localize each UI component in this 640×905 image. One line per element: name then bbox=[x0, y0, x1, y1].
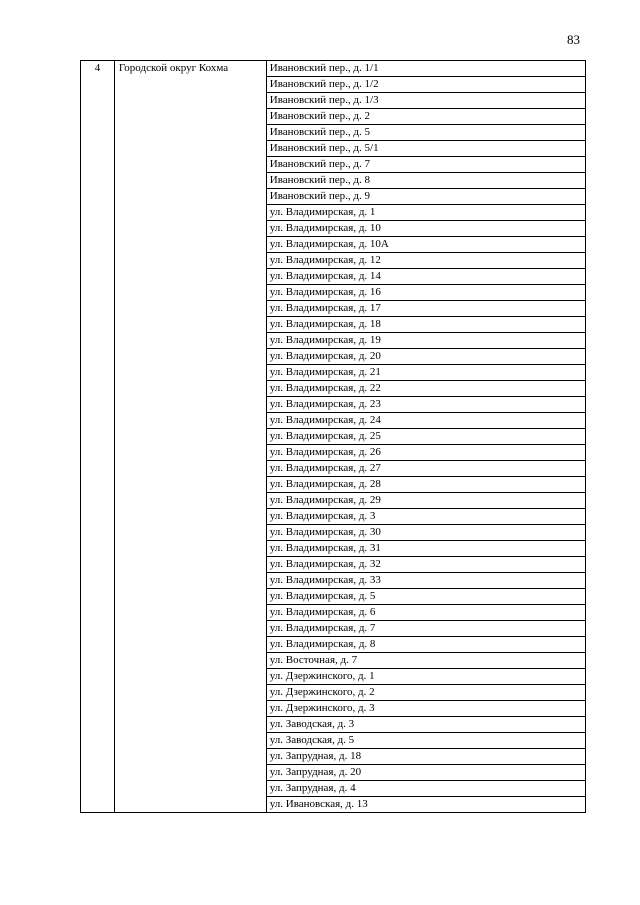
address-cell: ул. Дзержинского, д. 1 bbox=[266, 669, 585, 685]
address-cell: ул. Владимирская, д. 10 bbox=[266, 221, 585, 237]
address-cell: Ивановский пер., д. 2 bbox=[266, 109, 585, 125]
address-cell: ул. Владимирская, д. 25 bbox=[266, 429, 585, 445]
address-cell: ул. Владимирская, д. 29 bbox=[266, 493, 585, 509]
address-cell: ул. Владимирская, д. 32 bbox=[266, 557, 585, 573]
address-cell: ул. Владимирская, д. 23 bbox=[266, 397, 585, 413]
address-cell: Ивановский пер., д. 1/2 bbox=[266, 77, 585, 93]
address-cell: ул. Восточная, д. 7 bbox=[266, 653, 585, 669]
address-cell: ул. Владимирская, д. 27 bbox=[266, 461, 585, 477]
address-table-body bbox=[81, 61, 586, 813]
address-cell: ул. Владимирская, д. 26 bbox=[266, 445, 585, 461]
address-cell: ул. Владимирская, д. 8 bbox=[266, 637, 585, 653]
address-cell: ул. Владимирская, д. 30 bbox=[266, 525, 585, 541]
address-cell: ул. Запрудная, д. 4 bbox=[266, 781, 585, 797]
address-cell: ул. Владимирская, д. 19 bbox=[266, 333, 585, 349]
address-cell: ул. Владимирская, д. 31 bbox=[266, 541, 585, 557]
row-number: 4 bbox=[81, 61, 115, 813]
page-number: 83 bbox=[567, 32, 580, 47]
address-cell: ул. Владимирская, д. 1 bbox=[266, 205, 585, 221]
address-cell: ул. Заводская, д. 3 bbox=[266, 717, 585, 733]
address-cell: ул. Владимирская, д. 21 bbox=[266, 365, 585, 381]
address-table bbox=[80, 60, 586, 813]
address-cell: ул. Владимирская, д. 10А bbox=[266, 237, 585, 253]
address-cell: ул. Владимирская, д. 12 bbox=[266, 253, 585, 269]
address-cell: ул. Заводская, д. 5 bbox=[266, 733, 585, 749]
address-cell: ул. Дзержинского, д. 3 bbox=[266, 701, 585, 717]
address-cell: ул. Владимирская, д. 5 bbox=[266, 589, 585, 605]
address-cell: ул. Дзержинского, д. 2 bbox=[266, 685, 585, 701]
address-cell: ул. Владимирская, д. 16 bbox=[266, 285, 585, 301]
table-row bbox=[81, 61, 586, 77]
address-cell: Ивановский пер., д. 5 bbox=[266, 125, 585, 141]
address-cell: Ивановский пер., д. 1/1 bbox=[266, 61, 585, 77]
address-cell: ул. Владимирская, д. 18 bbox=[266, 317, 585, 333]
address-cell: ул. Владимирская, д. 17 bbox=[266, 301, 585, 317]
address-cell: ул. Владимирская, д. 3 bbox=[266, 509, 585, 525]
address-cell: ул. Владимирская, д. 22 bbox=[266, 381, 585, 397]
address-cell: ул. Владимирская, д. 14 bbox=[266, 269, 585, 285]
district-name: Городской округ Кохма bbox=[114, 61, 266, 813]
address-cell: ул. Ивановская, д. 13 bbox=[266, 797, 585, 813]
address-cell: Ивановский пер., д. 9 bbox=[266, 189, 585, 205]
address-cell: ул. Владимирская, д. 20 bbox=[266, 349, 585, 365]
address-cell: ул. Запрудная, д. 20 bbox=[266, 765, 585, 781]
address-cell: ул. Владимирская, д. 7 bbox=[266, 621, 585, 637]
address-cell: ул. Запрудная, д. 18 bbox=[266, 749, 585, 765]
address-cell: ул. Владимирская, д. 24 bbox=[266, 413, 585, 429]
address-cell: ул. Владимирская, д. 28 bbox=[266, 477, 585, 493]
address-cell: Ивановский пер., д. 1/3 bbox=[266, 93, 585, 109]
address-cell: ул. Владимирская, д. 6 bbox=[266, 605, 585, 621]
address-cell: Ивановский пер., д. 7 bbox=[266, 157, 585, 173]
address-cell: Ивановский пер., д. 5/1 bbox=[266, 141, 585, 157]
address-cell: ул. Владимирская, д. 33 bbox=[266, 573, 585, 589]
address-cell: Ивановский пер., д. 8 bbox=[266, 173, 585, 189]
